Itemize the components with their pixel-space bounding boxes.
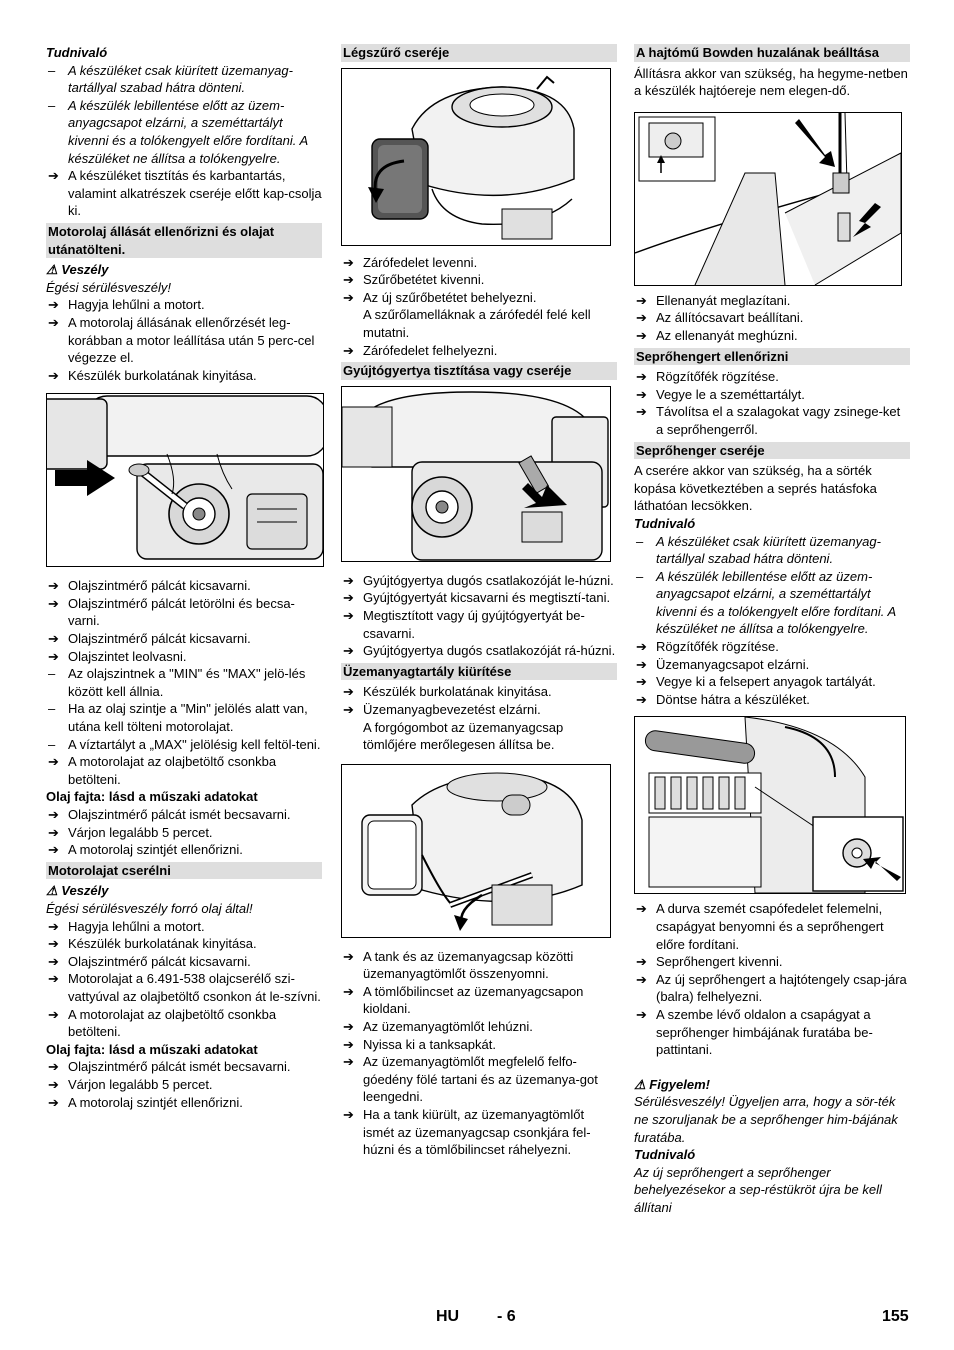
section-header-oil-check: Motorolaj állását ellenőrizni és olajat utánatölteni. [46, 223, 322, 258]
list-item: ➔ Döntse hátra a készüléket. [636, 691, 810, 707]
list-item: ➔ Vegye le a szeméttartályt. [636, 386, 805, 402]
section-header-air-filter: Légszűrő cseréje [341, 44, 617, 62]
list-item: – A készüléket csak kiürített üzemanyag-tartállyal szabad hátra dönteni. [636, 533, 881, 567]
list-item: ➔ A motorolajat az olajbetöltő csonkba betölteni. [48, 754, 277, 787]
list-item: ➔ Az üzemanyagtömlőt lehúzni. [343, 1019, 533, 1035]
danger-text: Égési sérülésveszély! [46, 279, 171, 295]
danger-title: ⚠ Veszély [46, 883, 109, 899]
list-item: ➔ Készülék burkolatának kinyitása. [343, 684, 552, 700]
section-header-bowden: A hajtómű Bowden huzalának beálltása [634, 44, 910, 62]
list-item: ➔ Olajszintmérő pálcát ismét becsavarni. [48, 807, 291, 822]
list-item: ➔ A motorolajat az olajbetöltő csonkba betölteni. [48, 1006, 277, 1040]
list-item: ➔ Várjon legalább 5 percet. [48, 1076, 213, 1092]
list-item: ➔ Üzemanyagbevezetést elzárni. [343, 701, 541, 717]
list-item: ➔ Seprőhengert kivenni. [636, 954, 783, 970]
list-item: ➔ A tank és az üzemanyagcsap közötti üzemanyagtömlőt összenyomni. [343, 948, 574, 982]
section-header-roller-check: Seprőhengert ellenőrizni [634, 348, 910, 366]
list-item: – A készüléket csak kiürített üzemanyag-tartállyal szabad hátra dönteni. [48, 62, 293, 96]
list-item: ➔ Zárófedelet felhelyezni. [343, 342, 498, 358]
list-item: ➔ A motorolaj állásának ellenőrzését leg-korábban a motor leállítása után 5 perc-cel végezze el. [48, 314, 315, 366]
air-filter-figure [341, 68, 611, 246]
list-item: ➔ Megtisztított vagy új gyújtógyertyát be-csavarni. [343, 607, 585, 641]
warning-icon: ⚠ [634, 1076, 646, 1092]
list-item: ➔ Ha a tank kiürült, az üzemanyagtömlőt ismét az üzemanyagcsap csonkjára fel-húzni és a tömlőbilincset ráhelyezni. [343, 1107, 591, 1158]
list-item: ➔ A motorolaj szintjét ellenőrizni. [48, 842, 243, 858]
list-item: ➔ Az üzemanyagtömlőt megfelelő felfo-góedény fölé tartani és az üzemanya-got leengedni. [343, 1054, 598, 1105]
bowden-cable-figure [634, 112, 902, 286]
note-title: Tudnivaló [634, 515, 696, 531]
warning-icon: ⚠ [46, 262, 58, 278]
list-item: – A víztartályt a „MAX" jelölésig kell feltöl-teni. [48, 736, 321, 752]
list-item: ➔ Vegye ki a felsepert anyagok tartályát. [636, 674, 876, 690]
warning-icon: ⚠ [46, 883, 58, 899]
list-item: ➔ Távolítsa el a szalagokat vagy zsinege-ket a seprőhengerről. [636, 404, 901, 437]
list-item: ➔ A tömlőbilincset az üzemanyagcsapon kioldani. [343, 983, 584, 1017]
list-item: ➔ Nyissa ki a tanksapkát. [343, 1036, 496, 1052]
list-item: ➔ Gyújtógyertya dugós csatlakozóját rá-húzni. [343, 643, 616, 659]
list-item: ➔ A motorolaj szintjét ellenőrizni. [48, 1094, 243, 1110]
section-header-spark-plug: Gyújtógyertya tisztítása vagy cseréje [341, 362, 617, 380]
list-item: ➔ Várjon legalább 5 percet. [48, 824, 213, 840]
section-header-oil-change: Motorolajat cserélni [46, 862, 322, 880]
list-item: ➔ Üzemanyagcsapot elzárni. [636, 656, 810, 672]
list-item: ➔ Olajszintmérő pálcát ismét becsavarni. [48, 1059, 291, 1075]
footer-language: HU [436, 1308, 460, 1325]
note-title: Tudnivaló [46, 45, 108, 60]
warning-text: Sérülésveszély! Ügyeljen arra, hogy a sör-ték ne szoruljanak be a seprőhenger him-bájának furatába. [634, 1094, 898, 1145]
list-item: ➔ Motorolajat a 6.491-538 olajcserélő szi-vattyúval az olajbetöltő csonkon át le-szívni. [48, 971, 321, 1004]
list-item: ➔ Olajszintmérő pálcát letörölni és becsa-varni. [48, 595, 295, 629]
oil-type-label: Olaj fajta: lásd a műszaki adatokat [46, 789, 258, 805]
list-item: ➔ A készüléket tisztítás és karbantartás, valamint alkatrészek cseréje előtt kap-csolja ki. [48, 168, 322, 219]
list-item: – A készülék lebillentése előtt az üzem-anyagcsapot elzárni, a szeméttartályt kivenni és a tolókengyelt előre fordítani. A készüléket ne állítsa a tolókengyelre. [636, 568, 896, 637]
sweeper-roller-figure [634, 716, 906, 894]
section-header-roller-change: Seprőhenger cseréje [634, 442, 910, 460]
list-item: ➔ Rögzítőfék rögzítése. [636, 369, 779, 385]
page-number: 155 [882, 1308, 909, 1325]
danger-title: ⚠ Veszély [46, 262, 109, 278]
list-item: ➔ Az új szűrőbetétet behelyezni. [343, 289, 537, 305]
note-text: A forgógombot az üzemanyagcsap tömlőjére merőlegesen állítsa be. [363, 719, 564, 753]
bowden-intro: Állításra akkor van szükség, ha hegyme-netben a készülék hajtóereje nem elegen-dő. [634, 65, 908, 99]
list-item: – A készülék lebillentése előtt az üzem-anyagcsapot elzárni, a szeméttartályt kivenni és a tolókengyelt előre fordítani. A készüléket ne állítsa a tolókengyelre. [48, 97, 308, 166]
spark-plug-figure [341, 386, 611, 562]
column-1 [46, 44, 322, 1111]
list-item: ➔ Gyújtógyertyát kicsavarni és megtisztí-tani. [343, 590, 611, 606]
list-item: ➔ Hagyja lehűlni a motort. [48, 918, 205, 934]
note-text: Az új seprőhengert a seprőhenger behelyezésekor a sep-réstükröt újra be kell állítani [634, 1164, 882, 1215]
roller-change-intro: A cserére akkor van szükség, ha a sörték kopása következtében a seprés hatásfoka láthatóan lecsökken. [634, 463, 877, 514]
column-3 [634, 44, 910, 1217]
engine-dipstick-figure [46, 393, 324, 567]
oil-type-label: Olaj fajta: lásd a műszaki adatokat [46, 1041, 258, 1057]
list-item: ➔ Gyújtógyertya dugós csatlakozóját le-húzni. [343, 572, 614, 588]
list-item: ➔ Szűrőbetétet kivenni. [343, 272, 485, 288]
list-item: ➔ Olajszintet leolvasni. [48, 648, 187, 664]
warning-title: ⚠ Figyelem! [634, 1076, 710, 1092]
note-title: Tudnivaló [634, 1147, 696, 1163]
danger-text: Égési sérülésveszély forró olaj által! [46, 900, 253, 916]
section-header-fuel-tank: Üzemanyagtartály kiürítése [341, 663, 617, 681]
list-item: ➔ A durva szemét csapófedelet felemelni, csapágyat benyomni és a seprőhengert előre fordítani. [636, 901, 884, 952]
list-item: – Az olajszintnek a "MIN" és "MAX" jelö-lés között kell állnia. [48, 666, 306, 699]
list-item: – Ha az olaj szintje a "Min" jelölés alatt van, utána kell tölteni motorolajat. [48, 701, 308, 735]
list-item: ➔ Az új seprőhengert a hajtótengely csap-jára (balra) felhelyezni. [636, 971, 907, 1005]
column-2 [341, 44, 617, 1159]
footer-section: - 6 [497, 1308, 516, 1325]
list-item: ➔ Az ellenanyát meghúzni. [636, 327, 798, 343]
list-item: ➔ Rögzítőfék rögzítése. [636, 639, 779, 655]
list-item: ➔ Olajszintmérő pálcát kicsavarni. [48, 578, 251, 594]
list-item: ➔ Zárófedelet levenni. [343, 254, 478, 270]
list-item: ➔ Olajszintmérő pálcát kicsavarni. [48, 631, 251, 647]
fuel-tank-figure [341, 764, 611, 938]
list-item: ➔ Ellenanyát meglazítani. [636, 292, 791, 308]
list-item: ➔ Az állítócsavart beállítani. [636, 310, 804, 326]
list-item: ➔ Hagyja lehűlni a motort. [48, 297, 205, 313]
list-item: ➔ A szembe lévő oldalon a csapágyat a seprőhenger himbájának furatába be-pattintani. [636, 1007, 873, 1058]
list-item: ➔ Készülék burkolatának kinyitása. [48, 367, 257, 383]
note-text: A szűrőlamelláknak a zárófedél felé kell mutatni. [363, 307, 591, 340]
list-item: ➔ Olajszintmérő pálcát kicsavarni. [48, 953, 251, 969]
list-item: ➔ Készülék burkolatának kinyitása. [48, 936, 257, 952]
